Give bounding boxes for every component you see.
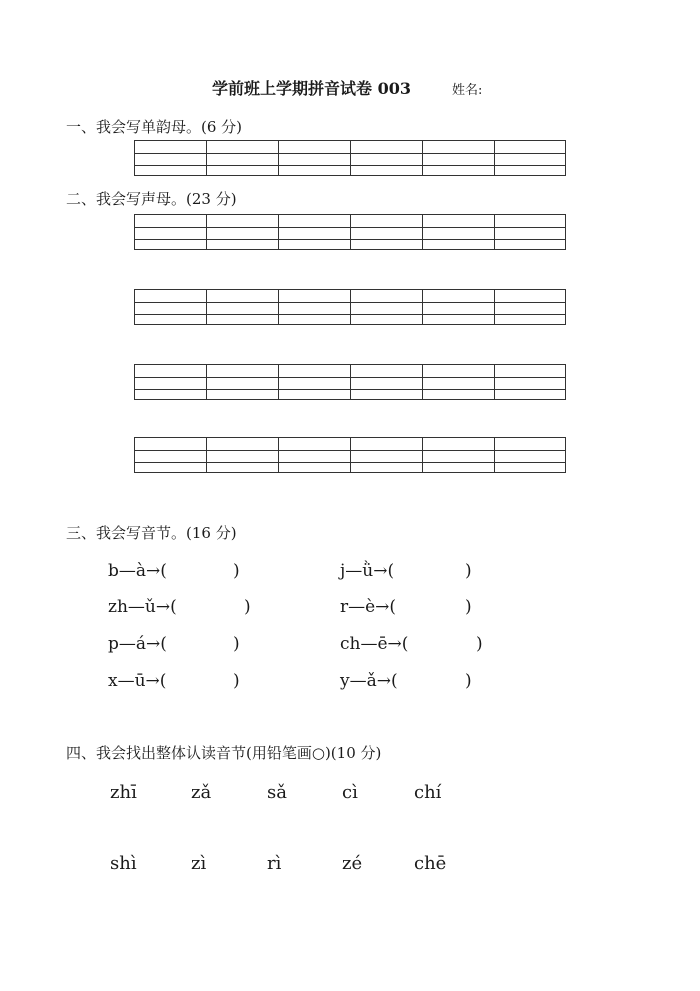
writing-grid-section-2-row-3[interactable] <box>134 364 566 400</box>
grid-cell-divider <box>350 365 351 399</box>
close-paren: ) <box>233 561 240 581</box>
writing-grid-section-2-row-4[interactable] <box>134 437 566 473</box>
close-paren: ) <box>465 561 472 581</box>
grid-cell-divider <box>422 215 423 249</box>
grid-cell-divider <box>350 290 351 324</box>
syllable-item-ch-e: ch—ē→( <box>340 634 409 654</box>
grid-cell-divider <box>494 141 495 175</box>
grid-cell-divider <box>422 365 423 399</box>
grid-cell-divider <box>206 438 207 472</box>
syllable-word[interactable]: chē <box>414 853 447 874</box>
syllable-item-p-a: p—á→( <box>108 634 167 654</box>
syllable-item-x-u: x—ū→( <box>108 671 167 691</box>
section-2-heading: 二、我会写声母。(23 分) <box>66 190 237 208</box>
grid-cell-divider <box>278 215 279 249</box>
grid-cell-divider <box>206 141 207 175</box>
syllable-word[interactable]: cì <box>342 782 358 803</box>
grid-cell-divider <box>278 290 279 324</box>
close-paren: ) <box>476 634 483 654</box>
section-3-heading: 三、我会写音节。(16 分) <box>66 524 237 542</box>
syllable-item-y-a: y—ǎ→( <box>340 671 398 691</box>
syllable-word[interactable]: rì <box>267 853 282 874</box>
grid-cell-divider <box>494 438 495 472</box>
writing-grid-section-1[interactable] <box>134 140 566 176</box>
grid-cell-divider <box>494 365 495 399</box>
grid-cell-divider <box>350 215 351 249</box>
close-paren: ) <box>233 671 240 691</box>
grid-cell-divider <box>350 141 351 175</box>
grid-cell-divider <box>206 365 207 399</box>
writing-grid-section-2-row-2[interactable] <box>134 289 566 325</box>
grid-cell-divider <box>494 215 495 249</box>
syllable-word[interactable]: zé <box>342 853 363 874</box>
grid-cell-divider <box>422 290 423 324</box>
syllable-word[interactable]: zì <box>191 853 207 874</box>
close-paren: ) <box>465 671 472 691</box>
grid-cell-divider <box>494 290 495 324</box>
grid-cell-divider <box>278 141 279 175</box>
grid-cell-divider <box>278 438 279 472</box>
close-paren: ) <box>233 634 240 654</box>
close-paren: ) <box>244 597 251 617</box>
syllable-word[interactable]: shì <box>110 853 137 874</box>
close-paren: ) <box>465 597 472 617</box>
grid-cell-divider <box>206 290 207 324</box>
grid-cell-divider <box>350 438 351 472</box>
syllable-word[interactable]: zhī <box>110 782 137 803</box>
syllable-item-zh-u: zh—ǔ→( <box>108 597 177 617</box>
grid-cell-divider <box>422 141 423 175</box>
syllable-word[interactable]: chí <box>414 782 442 803</box>
syllable-item-r-e: r—è→( <box>340 597 397 617</box>
grid-cell-divider <box>206 215 207 249</box>
section-4-heading: 四、我会找出整体认读音节(用铅笔画○)(10 分) <box>66 744 382 762</box>
syllable-item-b-a: b—à→( <box>108 561 167 581</box>
section-1-heading: 一、我会写单韵母。(6 分) <box>66 118 243 136</box>
grid-cell-divider <box>278 365 279 399</box>
syllable-item-j-u: j—ǜ→( <box>340 561 395 581</box>
writing-grid-section-2-row-1[interactable] <box>134 214 566 250</box>
name-label: 姓名: <box>452 83 483 98</box>
grid-cell-divider <box>422 438 423 472</box>
syllable-word[interactable]: zǎ <box>191 782 212 803</box>
page-title: 学前班上学期拼音试卷 003 <box>212 79 411 98</box>
syllable-word[interactable]: sǎ <box>267 782 287 803</box>
